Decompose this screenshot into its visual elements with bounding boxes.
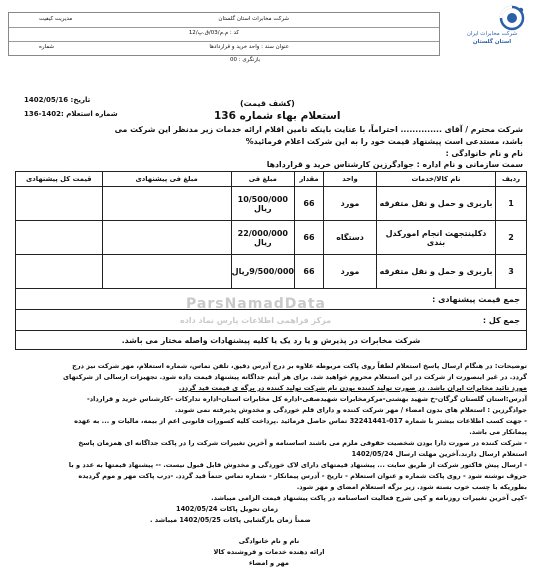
revision-label: بازنگری : 00: [230, 57, 261, 63]
signature-stamp: مهر و امضاء: [249, 559, 289, 567]
cell-offer-price[interactable]: [102, 221, 231, 255]
note-line: گردد. در غیر اینصورت از شرکت در این استعلام محروم خواهید شد. برای هر آیتم جداگانه پیشنهاد قیمت داده شود. تجهیزات ارسالی از شرکتهای: [63, 373, 527, 381]
logo-caption-1: شرکت مخابرات ایران: [466, 31, 518, 37]
note-line: -کپی آخرین تغییرات روزنامه و کپی شرح فعالیت اساسنامه در پاکت پیشنهاد قیمت الزامی میباشد.: [211, 494, 527, 502]
col-qty: مقدار: [295, 172, 324, 187]
note-line: - جهت کسب اطلاعات بیشتر با شماره 017-32241441 تماس حاصل فرمائید .پرداخت کلیه کسورات قانونی اعم از بیمه، مالیات و ... به عهده: [74, 417, 527, 425]
doc-title-label: عنوان سند : واحد خرید و قراردادها: [209, 44, 289, 50]
note-line: پیمانکار می باشد.: [469, 428, 527, 436]
cell-total-offer[interactable]: [16, 221, 103, 255]
note-line: جوادگرزین : استعلام های بدون امضاء / مهر شرکت کننده و دارای قلم خوردگی و مخدوش پذیرفته نمی شوند.: [174, 406, 527, 414]
signature-role: ارائه دهنده خدمات و فروشنده کالا: [213, 548, 325, 556]
table-row: [16, 221, 527, 255]
col-unit: واحد: [324, 172, 377, 187]
cell-qty: 66: [295, 187, 324, 221]
note-line: بطوریکه با چسب خوب بسته شود. زیر برگه استعلام امضای و مهر شود.: [296, 483, 527, 491]
cell-row: 1: [496, 187, 527, 221]
org-name: شرکت مخابرات استان گلستان: [218, 16, 289, 22]
total-words-label: جمع کل :: [16, 310, 527, 331]
cell-qty: 66: [295, 221, 324, 255]
watermark-tagline: مرکز فراهمی اطلاعات پارس نماد داده: [180, 316, 332, 325]
table-row: [16, 255, 527, 289]
inquiry-number: شماره استعلام :1402-136: [24, 110, 118, 118]
cell-price: 22/000/000 ریال: [231, 221, 294, 255]
cell-unit: مورد: [324, 187, 377, 221]
table-footnote: شرکت مخابرات در پذیرش و یا رد یک یا کلیه پیشنهادات واصله مختار می باشد.: [16, 331, 527, 350]
date-label: تاریخ: 1402/05/16: [24, 96, 91, 104]
watermark-site: ParsNamadData: [186, 296, 326, 312]
intro-line-1: شرکت محترم / آقای .............. احتراماً، با عنایت باینکه تامین اقلام ارائه خدمات زیر مدنظر این شرکت می: [114, 125, 523, 134]
signature-name: نام و نام خانوادگی: [238, 537, 300, 545]
cell-item: دکلینتجهت انجام امورکدل بندی: [377, 221, 496, 255]
col-offer-price: مبلغ فی پیشنهادی: [102, 172, 231, 187]
total-label: جمع قیمت پیشنهادی :: [16, 289, 527, 310]
cell-item: باربری و حمل و نقل متفرقه: [377, 255, 496, 289]
heading-main: استعلام بهاء شماره 136: [214, 110, 341, 122]
col-price: مبلغ فی: [231, 172, 294, 187]
cell-qty: 66: [295, 255, 324, 289]
intro-line-4: سمت سازمانی و نام اداره : جوادگرزین کارشناس خرید و قراردادها: [266, 160, 523, 169]
header-box: [8, 12, 440, 56]
note-line: توضیحات: در هنگام ارسال پاسخ استعلام لطفاً روی پاکت مربوطه علاوه بر درج آدرس دقیق، تلفن تماس، شماره استعلام، مهر شرکت نیز درج: [72, 362, 527, 370]
cell-offer-price[interactable]: [102, 255, 231, 289]
col-row: ردیف: [496, 172, 527, 187]
cell-total-offer[interactable]: [16, 187, 103, 221]
cell-row: 2: [496, 221, 527, 255]
cell-unit: مورد: [324, 255, 377, 289]
cell-item: باربری و حمل و نقل متفرقه: [377, 187, 496, 221]
footnote-row: [16, 331, 527, 350]
cell-total-offer[interactable]: [16, 255, 103, 289]
cell-price: 10/500/000 ریال: [231, 187, 294, 221]
logo-caption-2: استان گلستان: [472, 39, 512, 45]
code-line: کد : م.م/03/ق.پ/12: [188, 30, 239, 36]
table-row: [16, 187, 527, 221]
quality-mgmt: مدیریت کیفیت: [39, 16, 73, 22]
company-logo: [455, 4, 531, 54]
col-item: نام کالا/خدمات: [377, 172, 496, 187]
note-line: استعلام ارسال دارند.آخرین مهلت ارسال 1402/05/24: [351, 450, 527, 458]
note-line: آدرس:استان گلستان گرگان-خ شهید بهشتی-مرکزمخابرات شهیدصفی-اداره کل مخابرات استان-اداره تدارکات -کارشناس خرید و قرارداد-: [87, 395, 527, 403]
cell-unit: دستگاه: [324, 221, 377, 255]
note-line: - ارسال پیش فاکتور شرکت از طریق سایت ... پیشنهاد قیمتهای دارای لاک خوردگی و مخدوش قابل قبول نیست. -- پیشنهاد قیمتها به عدد و با: [68, 461, 527, 469]
note-line: حروف نوشته شود - روی پاکت شماره و عنوان استعلام - تاریخ - آدرس پیمانکار - شماره تماس حتماً قید گردد. -درب پاکت مهر و موم گردیده: [78, 472, 527, 480]
cell-price: 9/500/000ریال: [231, 255, 294, 289]
opening-date: ضمناً زمان بازگشایی پاکات 1402/05/25 میباشد .: [150, 516, 311, 524]
intro-line-3: نام و نام خانوادگی :: [445, 149, 523, 158]
heading-sub: (کشف قیمت): [240, 99, 295, 108]
note-line: مورد تائید مخابرات ایران باشد. در صورت تولید کننده بودن نام شرکت تولید کننده در برگه ی قیمت قید گردد.: [178, 384, 527, 392]
cell-row: 3: [496, 255, 527, 289]
cell-offer-price[interactable]: [102, 187, 231, 221]
note-line: - شرکت کننده در صورت دارا بودن شخصیت حقوقی ملزم می باشند اساسنامه و آخرین تغییرات شرکت را در پاکت جداگانه ای همزمان پاسخ: [78, 439, 527, 447]
intro-line-2: باشد، مستدعی است پیشنهاد قیمت خود را به این شرکت اعلام فرمائید%: [245, 137, 523, 146]
delivery-date: زمان تحویل پاکات 1402/05/24: [176, 505, 279, 513]
number-label: شماره: [39, 44, 55, 50]
col-total-offer: قیمت کل پیشنهادی: [16, 172, 103, 187]
